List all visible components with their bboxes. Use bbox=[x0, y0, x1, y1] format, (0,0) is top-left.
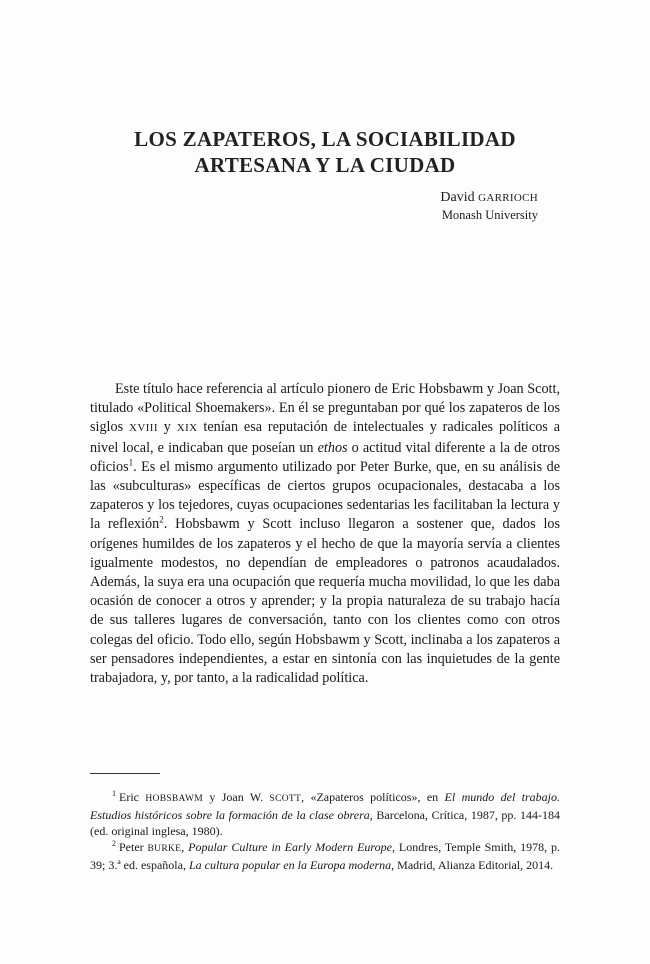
footnote-text: , bbox=[181, 840, 189, 854]
body-text-run: . Es el mismo argumento utilizado por Peter Burke, que, en su análisis de las «subculturas» específicas de ciertos grupos ocupacionales, destacaba a los zapateros y los tejedores, cuyas ocupaciones sedentarias les facilitaban la lectura y la reflexión bbox=[90, 458, 560, 533]
footnote-text: Eric bbox=[119, 790, 146, 804]
body-text bbox=[90, 380, 560, 688]
author-name bbox=[440, 189, 538, 207]
footnote-text: Barcelona, Crítica, 1987, pp. 144-184 (ed. original inglesa, 1980). bbox=[90, 808, 560, 838]
footnote-book-title: La cultura popular en la Europa moderna, bbox=[188, 858, 395, 872]
chapter-title-line-1: LOS ZAPATEROS, LA SOCIABILIDAD bbox=[134, 127, 516, 152]
italic-term: ethos bbox=[317, 439, 348, 456]
author-first-name: David bbox=[440, 190, 479, 205]
body-text-run: . Hobsbawm y Scott incluso llegaron a sostener que, dados los orígenes humildes de los zapateros y el hecho de que la mayoría servía a clientes igualmente modestos, no dependían de empleadores o patronos acaudalados. Además, la suya era una ocupación que requería mucha movilidad, lo que les daba ocasión de conocer a otros y aprender; y la propia naturaleza de su trabajo hacía de sus talleres lugares de conversación, tanto con los clientes como con otros colegas del oficio. Todo ello, según Hobsbawm y Scott, inclinaba a los zapateros a ser pensadores independientes, a estar en sintonía con las inquietudes de la gente trabajadora, y, por tanto, a la radicalidad política. bbox=[90, 516, 561, 687]
body-paragraph bbox=[90, 380, 560, 688]
footnote-text: Londres, Temple Smith, 1978, p. 39; 3.ª ed. española, bbox=[90, 840, 561, 872]
footnote-1 bbox=[90, 789, 560, 839]
author-last-name: GARRIOCH bbox=[478, 192, 538, 204]
footnotes bbox=[90, 789, 560, 873]
footnote-divider bbox=[90, 773, 160, 774]
byline bbox=[440, 189, 538, 223]
footnote-text: Peter bbox=[119, 840, 148, 854]
body-text-run: o actitud vital diferente a la de otros oficios bbox=[90, 439, 560, 475]
footnote-text: Madrid, Alianza Editorial, 2014. bbox=[394, 858, 554, 872]
century-numeral: XVIII bbox=[129, 422, 158, 435]
footnote-reference-1[interactable]: 1 bbox=[128, 457, 134, 468]
chapter-title bbox=[90, 126, 560, 178]
body-text-run: y bbox=[157, 419, 177, 436]
footnote-author-surname: BURKE bbox=[147, 844, 182, 854]
footnote-number: 2 bbox=[112, 839, 116, 848]
footnote-reference-2[interactable]: 2 bbox=[159, 514, 164, 525]
footnote-book-title: Popular Culture in Early Modern Europe, bbox=[188, 840, 395, 854]
footnote-text: , «Zapateros políticos», en bbox=[301, 790, 445, 804]
footnote-author-surname: SCOTT bbox=[269, 794, 302, 804]
body-text-run: Este título hace referencia al artículo pionero de Eric Hobsbawm y Joan Scott, titulado «Political Shoemakers». En él se preguntaban por qué los zapateros de los siglos bbox=[90, 381, 560, 436]
footnote-2 bbox=[90, 839, 560, 873]
chapter-title-line-2: ARTESANA Y LA CIUDAD bbox=[194, 153, 456, 178]
body-text-run: tenían esa reputación de intelectuales y radicales políticos a nivel local, e indicaban que poseían un bbox=[90, 419, 560, 456]
footnote-author-surname: HOBSBAWM bbox=[145, 794, 203, 804]
author-affiliation: Monash University bbox=[441, 208, 538, 222]
footnote-number: 1 bbox=[112, 789, 116, 798]
footnote-text: y Joan W. bbox=[202, 790, 270, 804]
footnote-book-title: El mundo del trabajo. Estudios históricos sobre la formación de la clase obrera, bbox=[90, 790, 560, 822]
century-numeral: XIX bbox=[176, 422, 198, 435]
